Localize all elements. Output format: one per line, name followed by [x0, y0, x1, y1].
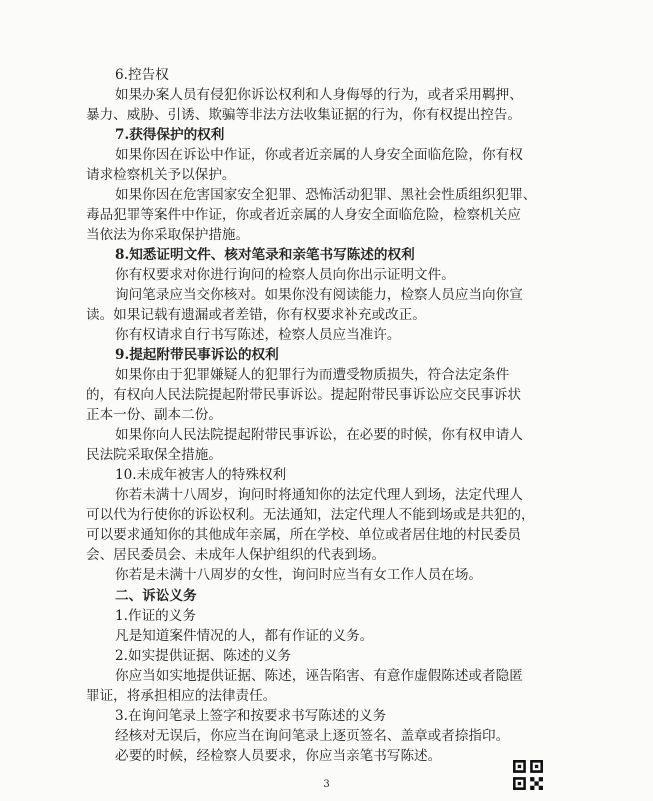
paragraph-line: 你有权要求对你进行询问的检察人员向你出示证明文件。 — [115, 267, 455, 283]
paragraph-line: 如果办案人员有侵犯你诉讼权利和人身侮辱的行为，或者采用羁押、 — [115, 87, 523, 103]
paragraph-line: 你有权请求自行书写陈述，检察人员应当准许。 — [115, 327, 401, 343]
paragraph-line: 你应当如实地提供证据、陈述，诬告陷害、有意作虚假陈述或者隐匿 — [115, 668, 523, 684]
section-title: 3.在询问笔录上签字和按要求书写陈述的义务 — [115, 708, 387, 724]
part-heading: 二、诉讼义务 — [115, 588, 197, 604]
section-title: 7.获得保护的权利 — [115, 127, 225, 143]
paragraph-line: 读。如果记载有遗漏或者差错，你有权要求补充或改正。 — [86, 307, 426, 323]
section-title: 2.如实提供证据、陈述的义务 — [115, 648, 292, 664]
paragraph-line: 正本一份、副本二份。 — [86, 407, 222, 423]
paragraph-line: 经核对无误后，你应当在询问笔录上逐页签名、盖章或者捺指印。 — [115, 728, 510, 744]
paragraph-line: 询问笔录应当交你核对。如果你没有阅读能力，检察人员应当向你宣 — [115, 287, 523, 303]
page-number: 3 — [323, 779, 330, 790]
paragraph-line: 会、居民委员会、未成年人保护组织的代表到场。 — [86, 547, 386, 563]
paragraph-line: 的，有权向人民法院提起附带民事诉讼。提起附带民事诉讼应交民事诉状 — [86, 387, 521, 403]
paragraph-line: 你若是未满十八周岁的女性，询问时应当有女工作人员在场。 — [115, 567, 483, 583]
qr-code-icon — [513, 760, 543, 790]
paragraph-line: 凡是知道案件情况的人，都有作证的义务。 — [115, 628, 374, 644]
paragraph-line: 请求检察机关予以保护。 — [86, 167, 236, 183]
section-title: 10.未成年被害人的特殊权利 — [115, 467, 287, 483]
section-title: 8.知悉证明文件、核对笔录和亲笔书写陈述的权利 — [115, 247, 415, 263]
paragraph-line: 如果你因在危害国家安全犯罪、恐怖活动犯罪、黑社会性质组织犯罪、 — [115, 187, 537, 203]
paragraph-line: 如果你因在诉讼中作证，你或者近亲属的人身安全面临危险，你有权 — [115, 147, 523, 163]
paragraph-line: 罪证，将承担相应的法律责任。 — [86, 688, 277, 704]
paragraph-line: 可以要求通知你的其他成年亲属，所在学校、单位或者居住地的村民委员 — [86, 527, 521, 543]
paragraph-line: 如果你向人民法院提起附带民事诉讼，在必要的时候，你有权申请人 — [115, 427, 523, 443]
paragraph-line: 你若未满十八周岁，询问时将通知你的法定代理人到场，法定代理人 — [115, 487, 523, 503]
paragraph-line: 必要的时候，经检察人员要求，你应当亲笔书写陈述。 — [115, 748, 442, 764]
paragraph-line: 毒品犯罪等案件中作证，你或者近亲属的人身安全面临危险，检察机关应 — [86, 207, 521, 223]
paragraph-line: 如果你由于犯罪嫌疑人的犯罪行为而遭受物质损失，符合法定条件 — [115, 367, 510, 383]
section-title: 6.控告权 — [115, 67, 169, 83]
paragraph-line: 暴力、威胁、引诱、欺骗等非法方法收集证据的行为，你有权提出控告。 — [86, 107, 521, 123]
section-title: 9.提起附带民事诉讼的权利 — [115, 347, 279, 363]
paragraph-line: 当依法为你采取保护措施。 — [86, 227, 250, 243]
paragraph-line: 可以代为行使你的诉讼权利。无法通知，法定代理人不能到场或是共犯的， — [86, 507, 535, 523]
paragraph-line: 民法院采取保全措施。 — [86, 447, 222, 463]
section-title: 1.作证的义务 — [115, 608, 196, 624]
